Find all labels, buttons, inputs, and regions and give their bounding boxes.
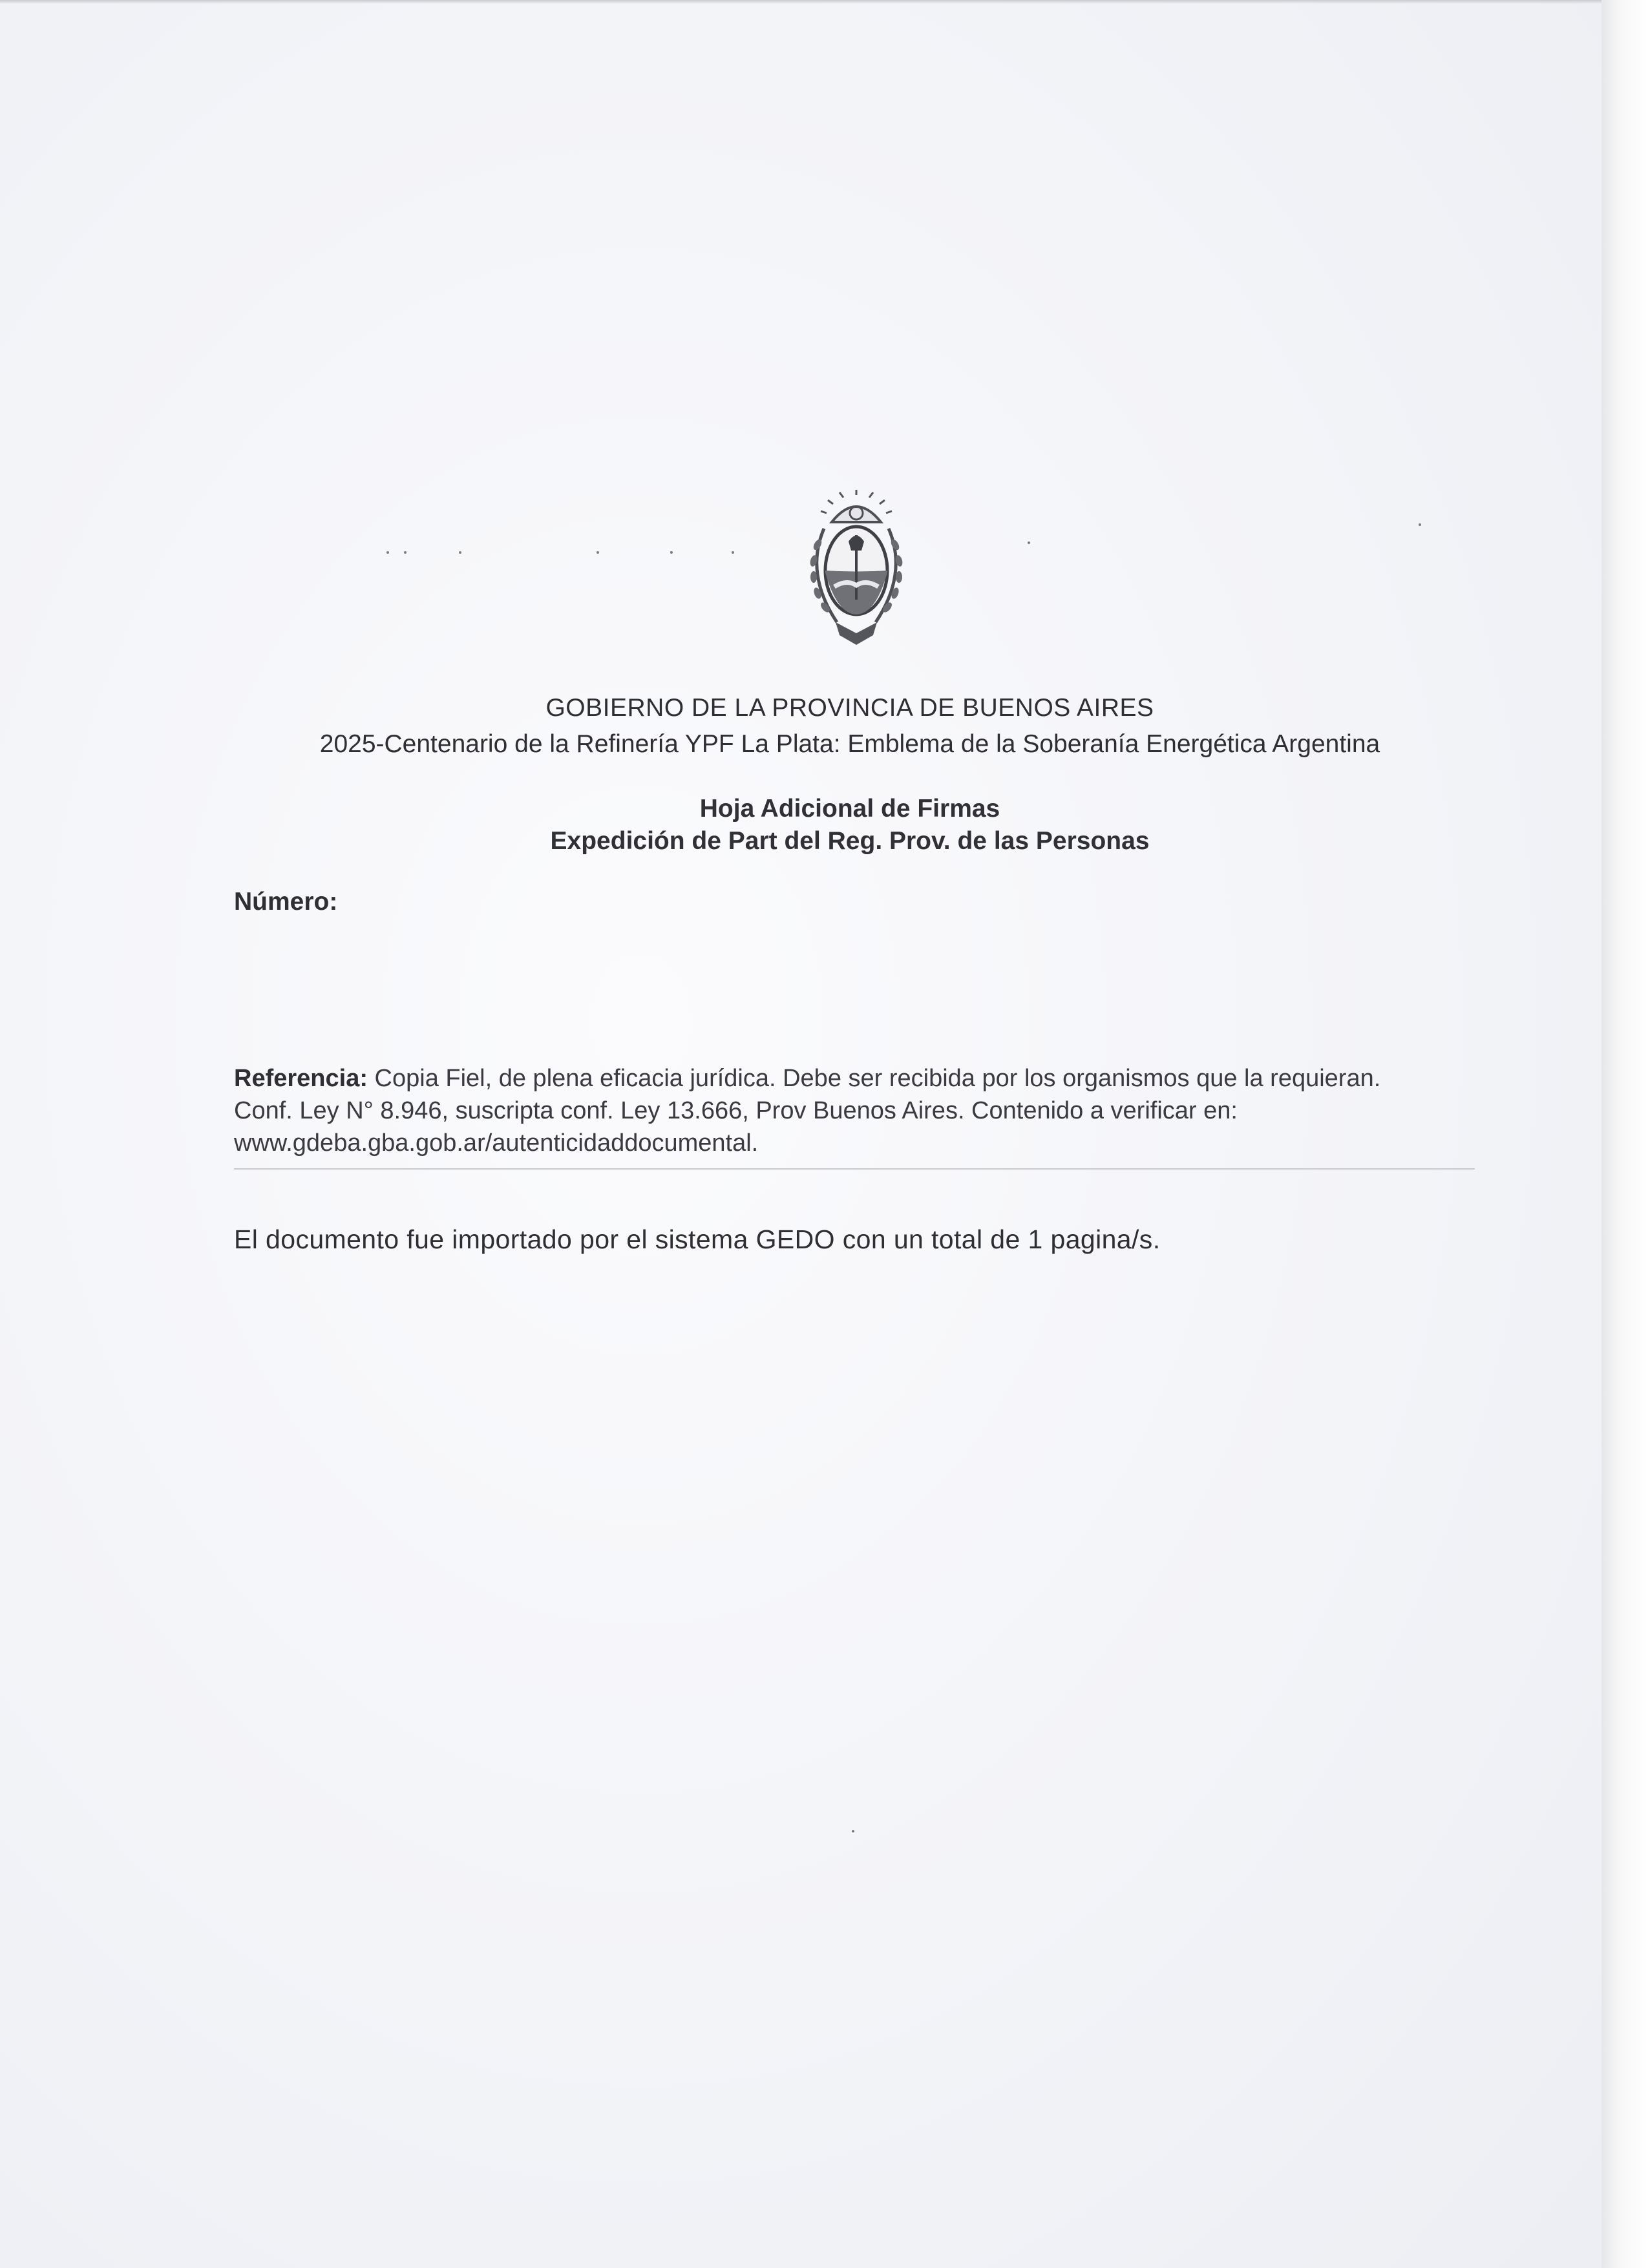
scan-speck: [459, 551, 461, 554]
reference-text-1: Copia Fiel, de plena eficacia jurídica. Debe ser recibida por los organismos que la requieran.: [367, 1065, 1381, 1092]
reference-text-3: www.gdeba.gba.gob.ar/autenticidaddocumental.: [234, 1129, 759, 1157]
scan-edge: [1601, 0, 1648, 2268]
government-heading: GOBIERNO DE LA PROVINCIA DE BUENOS AIRES: [545, 694, 1154, 722]
import-note: El documento fue importado por el sistema GEDO con un total de 1 pagina/s.: [234, 1224, 1161, 1254]
separator-line: [234, 1168, 1475, 1170]
reference-line-1: [234, 1062, 1501, 1095]
scan-speck: [1028, 541, 1030, 544]
document-subtitle: Expedición de Part del Reg. Prov. de las Personas: [550, 827, 1150, 855]
scan-top-shadow: [0, 0, 1601, 4]
scan-speck: [404, 551, 407, 554]
scan-speck: [732, 551, 734, 554]
document-title: Hoja Adicional de Firmas: [699, 795, 1000, 823]
scan-speck: [670, 551, 673, 554]
scan-speck: [1419, 523, 1421, 526]
reference-block: [234, 1062, 1501, 1159]
reference-label: Referencia:: [234, 1065, 368, 1092]
argentine-coat-of-arms-icon: [798, 490, 914, 648]
year-motto: 2025-Centenario de la Refinería YPF La Plata: Emblema de la Soberanía Energética Argentina: [319, 730, 1380, 758]
scan-speck: [852, 1830, 854, 1832]
number-label: Número:: [234, 888, 338, 916]
scan-speck: [386, 551, 389, 554]
scan-speck: [597, 551, 599, 554]
reference-text-2: Conf. Ley N° 8.946, suscripta conf. Ley 13.666, Prov Buenos Aires. Contenido a verificar en:: [234, 1097, 1238, 1124]
